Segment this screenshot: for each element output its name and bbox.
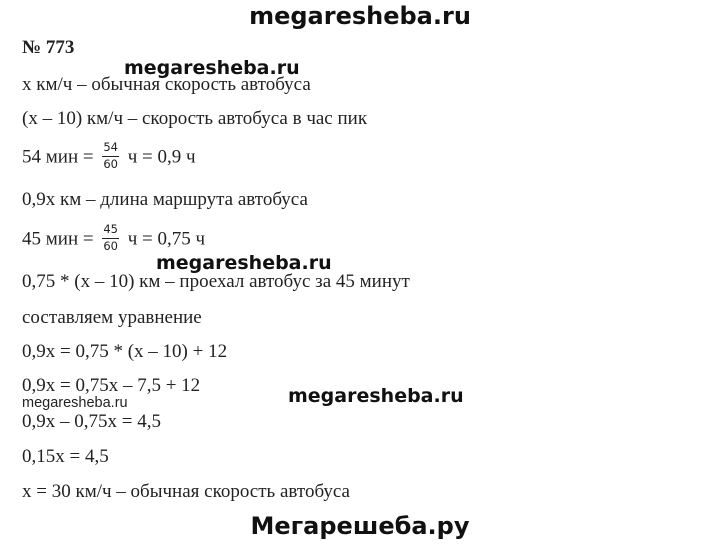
solution-line-3	[22, 140, 196, 172]
solution-line-6: 0,75 * (х – 10) км – проехал автобус за 45 минут	[22, 271, 410, 292]
footer-brand: Мегарешеба.ру	[250, 512, 470, 540]
fraction-denominator: 60	[103, 156, 118, 171]
solution-line-4: 0,9х км – длина маршрута автобуса	[22, 189, 308, 210]
fraction-numerator: 45	[102, 224, 119, 239]
fraction-numerator: 54	[102, 142, 119, 157]
fraction-54-60	[102, 142, 119, 170]
problem-number: № 773	[22, 37, 75, 58]
watermark-overlay: megaresheba.ru	[288, 385, 464, 407]
watermark-small: megaresheba.ru	[22, 395, 128, 411]
line-5-suffix: ч = 0,75 ч	[127, 228, 206, 250]
solution-line-11: 0,15х = 4,5	[22, 446, 109, 467]
line-3-suffix: ч = 0,9 ч	[127, 146, 196, 168]
solution-line-2: (х – 10) км/ч – скорость автобуса в час пик	[22, 108, 368, 129]
header-watermark: megaresheba.ru	[249, 2, 471, 30]
solution-line-1: х км/ч – обычная скорость автобуса	[22, 74, 311, 95]
watermark-overlay: megaresheba.ru	[124, 57, 300, 79]
solution-line-10: 0,9х – 0,75х = 4,5	[22, 411, 161, 432]
line-5-prefix: 45 мин =	[22, 228, 94, 250]
solution-line-12: х = 30 км/ч – обычная скорость автобуса	[22, 481, 350, 502]
solution-line-7: составляем уравнение	[22, 307, 202, 328]
watermark-overlay: megaresheba.ru	[156, 252, 332, 274]
solution-line-5	[22, 222, 206, 254]
fraction-45-60	[102, 224, 119, 252]
fraction-denominator: 60	[103, 238, 118, 253]
line-3-prefix: 54 мин =	[22, 146, 94, 168]
solution-line-8: 0,9х = 0,75 * (х – 10) + 12	[22, 341, 228, 362]
solution-line-9: 0,9х = 0,75х – 7,5 + 12	[22, 375, 201, 396]
